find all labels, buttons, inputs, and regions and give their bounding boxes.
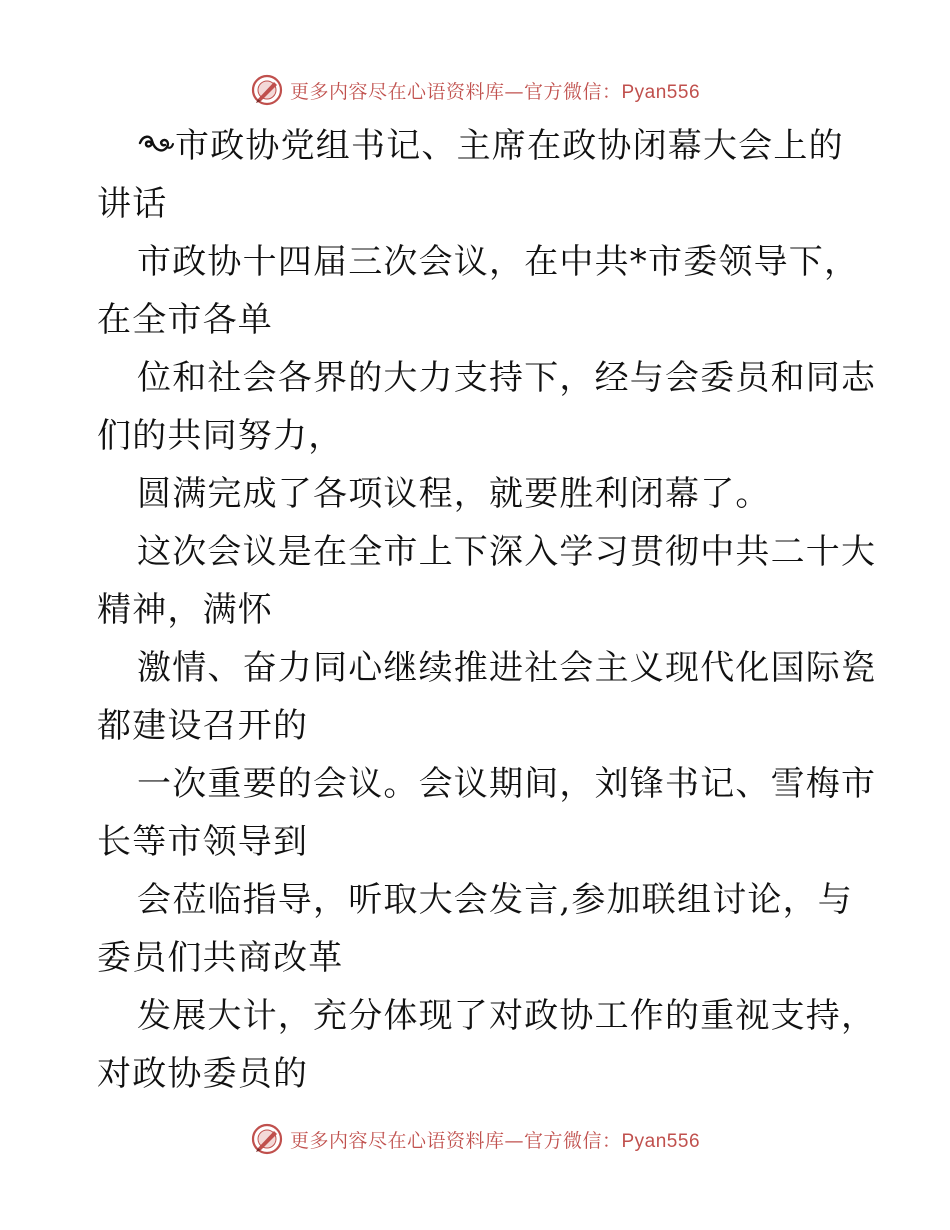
body-line: 长等市领导到 [97,822,309,862]
header-banner [0,70,950,110]
header-banner-text: 更多内容尽在心语资料库—官方微信： [289,80,622,103]
title-line-1 [97,117,857,175]
body-line: 对政协委员的 [97,1054,309,1094]
body-line: 发展大计，充分体现了对政协工作的重视支持， [137,996,877,1036]
curl-ornament-icon [137,129,175,159]
body-line: 这次会议是在全市上下深入学习贯彻中共二十大 [137,532,877,572]
body-line: 圆满完成了各项议程，就要胜利闭幕了。 [137,474,771,514]
body-line: 激情、奋力同心继续推进社会主义现代化国际瓷 [137,648,877,688]
body-line: 都建设召开的 [97,706,309,746]
document-body [97,117,877,1103]
body-line: 们的共同努力， [97,416,344,456]
body-line: 会莅临指导，听取大会发言,参加联组讨论，与 [137,880,854,920]
footer-banner-text: 更多内容尽在心语资料库—官方微信： [289,1129,622,1152]
body-line: 市政协十四届三次会议，在中共*市委领导下， [137,242,860,282]
body-line: 位和社会各界的大力支持下，经与会委员和同志 [137,358,877,398]
pen-circle-logo-icon [250,1122,284,1156]
title-text-1: 市政协党组书记、主席在政协闭幕大会上的 [175,126,844,166]
footer-banner [0,1119,950,1159]
body-line: 在全市各单 [97,300,273,340]
footer-wechat-id: Pyan556 [621,1130,701,1152]
body-line: 委员们共商改革 [97,938,344,978]
header-wechat-id: Pyan556 [621,81,701,103]
title-line-2: 讲话 [97,184,168,224]
body-line: 一次重要的会议。会议期间，刘锋书记、雪梅市 [137,764,877,804]
pen-circle-logo-icon [250,73,284,107]
body-line: 精神，满怀 [97,590,273,630]
